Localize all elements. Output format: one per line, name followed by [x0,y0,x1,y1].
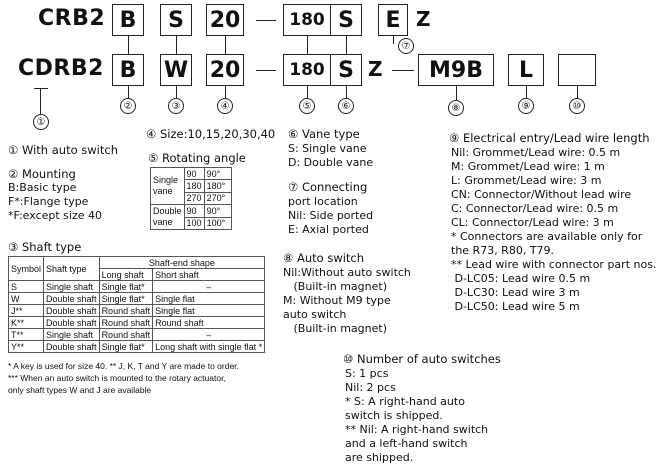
leader-line [307,86,308,98]
switch-count-line: Nil: 2 pcs [345,381,396,394]
switch-count-line: and a left-hand switch [345,437,468,450]
cell: Single shaft [44,329,100,341]
label-line: vane [153,186,173,196]
leader-line [456,86,457,100]
electrical-entry-line: D-LC05: Lead wire 0.5 m [451,272,591,285]
code-vane-box: S [330,4,362,36]
code-shaft-box: W [160,54,192,86]
auto-switch-line: (Built-in magnet) [283,322,388,335]
leader-line [346,86,347,98]
switch-count-line: ** Nil: A right-hand switch [345,423,489,436]
table-row [9,305,265,317]
electrical-entry-line: the R73, R80, T79. [451,244,555,257]
leader-line [128,86,129,98]
cell: – [153,281,265,293]
electrical-entry-line: D-LC30: Lead wire 3 m [451,286,580,299]
connecting-port-line: E: Axial ported [288,223,369,236]
shaft-note: only shaft types W and J are available [8,385,152,395]
code-shaft-box: S [160,4,192,36]
header-long-shaft: Long shaft [99,269,153,281]
leader-line [346,36,347,54]
code-switch-box: M9B [418,54,494,86]
switch-count-line: S: 1 pcs [345,367,389,380]
marker-2: ② [120,98,136,114]
auto-switch-line: Nil:Without auto switch [283,266,411,279]
leader-line [176,36,177,54]
cell: Single flat* [99,293,153,305]
cell: 100 [184,217,204,230]
label-line: vane [153,217,173,227]
code-size-box: 20 [206,54,244,86]
cell: Single flat* [99,341,153,353]
electrical-entry-line: ** Lead wire with connector part nos. [451,258,657,271]
leader-line [577,86,578,98]
cell: 180 [184,180,204,192]
cell: – [153,329,265,341]
code-vane-box: S [330,54,362,86]
size-title: ④ Size:10,15,20,30,40 [146,127,276,141]
header-group: Shaft-end shape [99,257,265,269]
electrical-entry-line: C: Connector/Lead wire: 0.5 m [451,202,619,215]
marker-7: ⑦ [398,38,414,54]
label-line: Single [153,175,179,185]
shaft-type-title: ③ Shaft type [8,240,82,254]
leader-line [128,36,129,54]
cell: 180° [204,180,231,192]
leader-line [307,36,308,54]
model-crb2: CRB2 [38,6,106,31]
code-mounting-box: B [112,54,144,86]
header-shaft-type: Shaft type [44,257,100,281]
connecting-port-line: port location [288,195,358,208]
table-row [9,329,265,341]
marker-5: ⑤ [299,98,315,114]
cell: 270° [204,192,231,204]
shaft-note: *** When an auto switch is mounted to the rotary actuator, [8,373,226,383]
cell: Single flat* [99,281,153,293]
marker-4: ④ [217,98,233,114]
table-row [151,205,232,218]
mounting-line: F*:Flange type [8,195,89,208]
cell: Double shaft [44,341,100,353]
auto-switch-title: ① With auto switch [8,143,118,157]
cell: Y** [9,341,44,353]
rotating-angle-table [150,167,232,230]
electrical-entry-line: M: Grommet/Lead wire: 1 m [451,160,605,173]
table-row [9,281,265,293]
switch-count-line: * S: A right-hand auto [345,395,465,408]
cell: T** [9,329,44,341]
cell: 90 [184,205,204,218]
connecting-port-line: Nil: Side ported [288,209,374,222]
electrical-entry-line: Nil: Grommet/Lead wire: 0.5 m [451,146,621,159]
switch-count-line: are shipped. [345,451,414,464]
marker-9: ⑨ [518,98,534,114]
leader-line [176,86,177,98]
cell: Round shaft [153,317,265,329]
code-lead-box: L [508,54,544,86]
suffix-z: Z [416,7,431,31]
cell: Double shaft [44,305,100,317]
code-mounting-box: B [112,4,144,36]
vane-type-line: S: Single vane [288,142,367,155]
cell: Long shaft with single flat * [153,341,265,353]
electrical-entry-line: CL: Connector/Lead wire: 3 m [451,216,614,229]
table-row [9,341,265,353]
electrical-entry-line: L: Grommet/Lead wire: 3 m [451,174,602,187]
group-label [151,168,185,205]
vane-type-line: D: Double vane [288,156,374,169]
leader-line [34,88,48,89]
cell: 90° [204,205,231,218]
mounting-line: *F:except size 40 [8,209,102,222]
shaft-note: * A key is used for size 40. ** J, K, T and Y are made to order. [8,361,239,371]
code-angle-box: 180 [283,4,331,36]
code-size-box: 20 [206,4,244,36]
cell: 90 [184,168,204,180]
table-row [9,317,265,329]
header-short-shaft: Short shaft [153,269,265,281]
group-label [151,205,185,230]
marker-6: ⑥ [338,98,354,114]
suffix-z: Z [368,57,383,81]
mounting-title: ② Mounting [8,167,76,181]
auto-switch-line: auto switch [283,308,347,321]
cell: Single flat [153,293,265,305]
auto-switch-line: (Built-in magnet) [283,280,388,293]
marker-8: ⑧ [448,100,464,116]
header-symbol: Symbol [9,257,44,281]
cell: 100° [204,217,231,230]
code-angle-box: 180 [283,54,331,86]
marker-1: ① [33,114,49,130]
auto-switch-type-title: ⑧ Auto switch [283,251,365,265]
cell: W [9,293,44,305]
cell: K** [9,317,44,329]
cell: 270 [184,192,204,204]
leader-line [393,36,394,44]
cell: Round shaft [99,329,153,341]
cell: Single flat [153,305,265,317]
electrical-entry-line: D-LC50: Lead wire 5 m [451,300,580,313]
cell: J** [9,305,44,317]
electrical-entry-line: * Connectors are available only for [451,230,643,243]
leader-line [526,86,527,98]
leader-line [225,36,226,54]
dash [392,70,414,71]
marker-10: ⑩ [569,98,585,114]
cell: Round shaft [99,305,153,317]
table-row [9,257,265,269]
auto-switch-line: M: Without M9 type [283,294,391,307]
table-row [151,168,232,180]
vane-type-title: ⑥ Vane type [288,127,360,141]
table-row [9,293,265,305]
rotating-angle-title: ⑤ Rotating angle [148,151,246,165]
cell: Round shaft [99,317,153,329]
dash [256,20,276,21]
cell: 90° [204,168,231,180]
dash [256,70,276,71]
leader-line [225,86,226,98]
electrical-entry-line: CN: Connector/Without lead wire [451,188,632,201]
switch-count-line: switch is shipped. [345,409,443,422]
leader-line [40,88,41,114]
marker-3: ③ [168,98,184,114]
switch-count-title: ⑩ Number of auto switches [343,352,501,366]
connecting-port-title: ⑦ Connecting [288,180,368,194]
cell: S [9,281,44,293]
cell: Double shaft [44,293,100,305]
label-line: Double [153,206,182,216]
cell: Double shaft [44,317,100,329]
code-count-box [558,54,596,86]
cell: Single shaft [44,281,100,293]
code-port-box: E [378,4,408,36]
electrical-entry-title: ⑨ Electrical entry/Lead wire length [449,131,650,145]
mounting-line: B:Basic type [8,181,77,194]
shaft-type-table [8,256,265,353]
model-cdrb2: CDRB2 [18,56,104,81]
